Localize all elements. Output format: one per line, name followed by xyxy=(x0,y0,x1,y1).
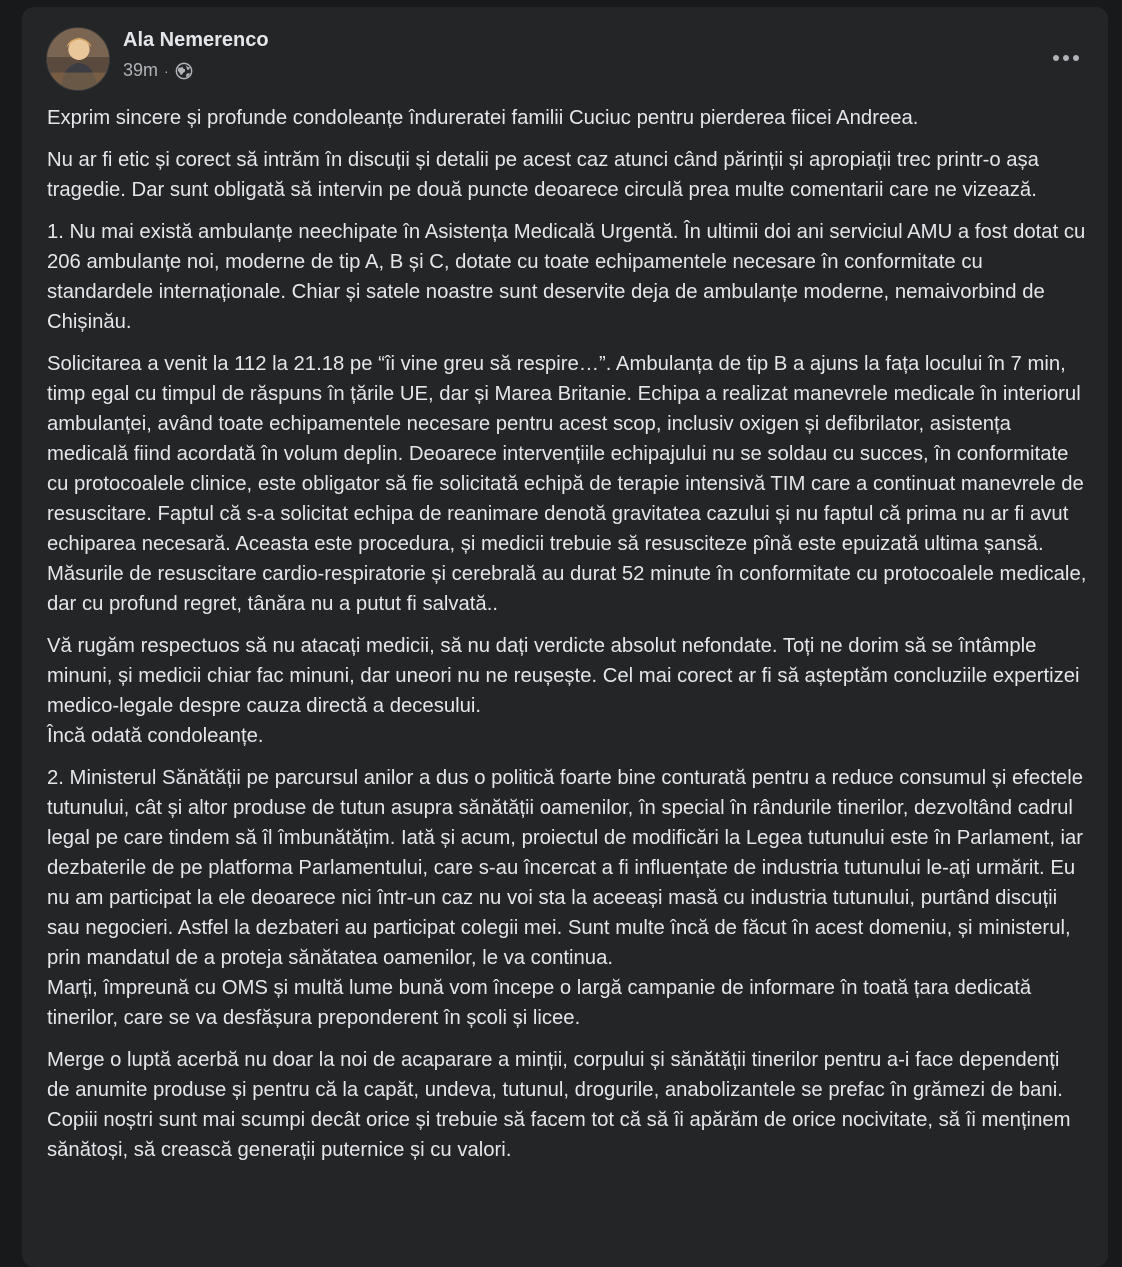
post-paragraph: Exprim sincere și profunde condoleanțe îndureratei familii Cuciuc pentru pierderea fiicei Andreea. xyxy=(47,107,919,129)
post-paragraph: 2. Ministerul Sănătății pe parcursul anilor a dus o politică foarte bine conturată pentru a reduce consumul și efectele tutunului, cât și altor produse de tutun asupra sănătății oamenilor, în special în rândurile tinerilor, dezvoltând cadrul legal pe care tindem să îl îmbunătățim. Iată și acum, proiectul de modificări la Legea tutunului este în Parlament, iar dezbaterile de pe platforma Parlamentului, care s-au încercat a fi influențate de industria tutunului le-ați urmărit. Eu nu am participat la ele deoarece nici într-un caz nu voi sta la aceeași masă cu industria tutunului, purtând discuții sau negocieri. Astfel la dezbateri au participat colegii mei. Sunt multe încă de făcut în acest domeniu, și ministerul, prin mandatul de a proteja sănătatea oamenilor, le va continua. Marți, împreună cu OMS și multă lume bună vom începe o largă campanie de informare în toată țara dedicată tinerilor, care se va desfășura preponderent în școli și licee. xyxy=(47,767,1084,1029)
post-body xyxy=(47,103,1087,1177)
post-paragraph: Vă rugăm respectuos să nu atacați medicii, să nu dați verdicte absolut nefondate. Toți ne dorim să se întâmple minuni, și medicii chiar fac minuni, dar uneori nu ne reușește. Cel mai corect ar fi să așteptăm concluziile expertizei medico-legale despre cauza directă a decesului. Încă odată condoleanțe. xyxy=(47,635,1080,747)
post-meta xyxy=(123,60,193,81)
more-options-button[interactable] xyxy=(1046,43,1086,73)
post-card xyxy=(22,7,1108,1267)
author-name[interactable]: Ala Nemerenco xyxy=(123,29,269,51)
post-paragraph: 1. Nu mai există ambulanțe neechipate în Asistența Medicală Urgentă. În ultimii doi ani serviciul AMU a fost dotat cu 206 ambulanțe noi, moderne de tip A, B și C, dotate cu toate echipamentele necesare în conformitate cu standardele internaționale. Chiar și satele noastre sunt deservite deja de ambulanțe moderne, nemaivorbind de Chișinău. xyxy=(47,221,1086,333)
meta-separator: · xyxy=(164,62,169,79)
post-paragraph: Merge o luptă acerbă nu doar la noi de acaparare a minții, corpului și sănătății tinerilor pentru a-i face dependenți de anumite produse și pentru că la capăt, undeva, tutunul, drogurile, anabolizantele se prefac în grămezi de bani. Copiii noștri sunt mai scumpi decât orice și trebuie să facem tot că să îi apărăm de orice nocivitate, să îi menținem sănătoși, să crească generații puternice și cu valori. xyxy=(47,1049,1071,1161)
avatar-photo xyxy=(47,28,109,90)
avatar[interactable] xyxy=(46,27,110,91)
more-options-icon xyxy=(1053,55,1059,61)
post-time[interactable]: 39m xyxy=(123,60,159,80)
post-paragraph: Solicitarea a venit la 112 la 21.18 pe “îi vine greu să respire…”. Ambulanța de tip B a ajuns la fața locului în 7 min, timp egal cu timpul de răspuns în țările UE, dar și Marea Britanie. Echipa a realizat manevrele medicale în interiorul ambulanței, având toate echipamentele necesare pentru acest scop, inclusiv oxigen și defibrilator, asistența medicală fiind acordată în volum deplin. Deoarece intervențiile echipajului nu se soldau cu succes, în conformitate cu protocoalele clinice, este obligator să fie solicitată echipă de terapie intensivă TIM care a continuat manevrele de resuscitare. Faptul că s-a solicitat echipa de reanimare denotă gravitatea cazului și nu faptul că prima nu ar fi avut echiparea necesară. Aceasta este procedura, și medicii trebuie să resusciteze pînă este epuizată ultima șansă. Măsurile de resuscitare cardio-respiratorie și cerebrală au durat 52 minute în conformitate cu protocoalele medicale, dar cu profund regret, tânăra nu a putut fi salvată.. xyxy=(47,353,1087,615)
post-paragraph: Nu ar fi etic și corect să intrăm în discuții și detalii pe acest caz atunci când părinții și apropiații trec printr-o așa tragedie. Dar sunt obligată să intervin pe două puncte deoarece circulă prea multe comentarii care ne vizează. xyxy=(47,149,1039,201)
post-header xyxy=(46,27,1086,97)
globe-icon[interactable] xyxy=(175,62,193,80)
